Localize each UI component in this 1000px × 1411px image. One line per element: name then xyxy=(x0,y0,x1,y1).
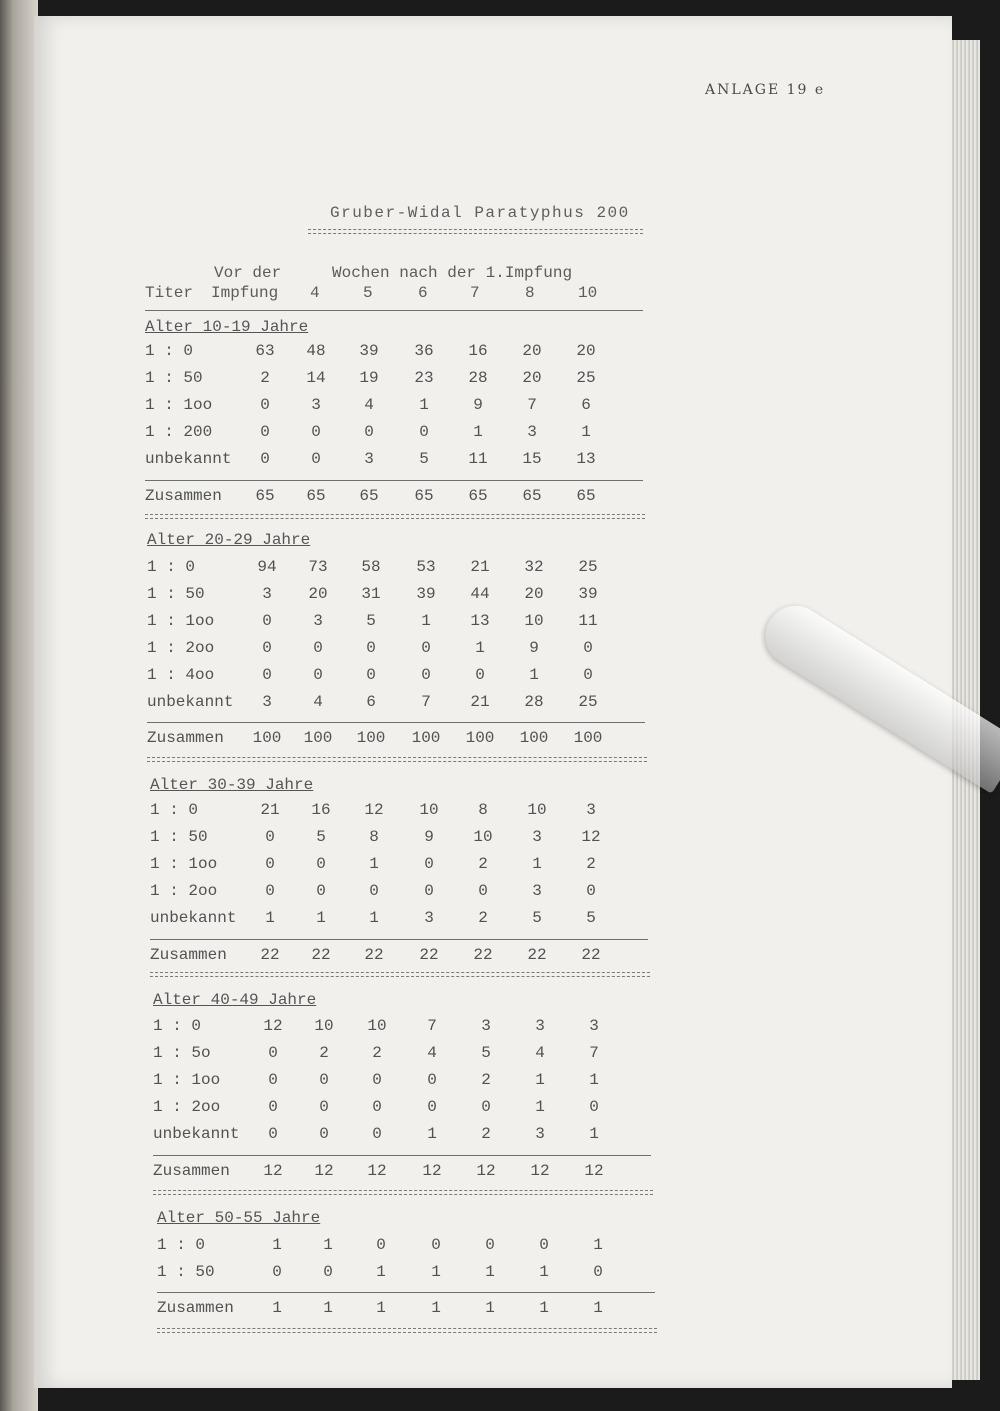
value-cell: 1 xyxy=(532,855,542,873)
value-cell: 0 xyxy=(311,423,321,441)
value-cell: 16 xyxy=(311,801,331,819)
section-title: Alter 10-19 Jahre xyxy=(145,318,309,336)
value-cell: 9 xyxy=(473,396,483,414)
value-cell: 0 xyxy=(372,1071,382,1089)
table-row xyxy=(0,396,1000,420)
value-cell: 0 xyxy=(583,666,593,684)
value-cell: 53 xyxy=(416,558,436,576)
value-cell: 0 xyxy=(268,1044,278,1062)
value-cell: 0 xyxy=(265,882,275,900)
value-cell: 0 xyxy=(369,882,379,900)
value-cell: 5 xyxy=(316,828,326,846)
section-title: Alter 30-39 Jahre xyxy=(150,776,314,794)
row-label: unbekannt xyxy=(145,450,232,468)
value-cell: 0 xyxy=(260,396,270,414)
value-cell: 94 xyxy=(257,558,277,576)
row-label: 1 : 0 xyxy=(153,1017,202,1035)
value-cell: 2 xyxy=(260,369,270,387)
value-cell: 20 xyxy=(522,342,542,360)
value-cell: 12 xyxy=(584,1162,604,1180)
value-cell: 2 xyxy=(586,855,596,873)
total-row xyxy=(0,946,1000,970)
value-cell: 3 xyxy=(586,801,596,819)
value-cell: 20 xyxy=(308,585,328,603)
table-row xyxy=(0,855,1000,879)
header-rule xyxy=(145,310,643,311)
value-cell: 8 xyxy=(369,828,379,846)
value-cell: 0 xyxy=(586,882,596,900)
value-cell: 10 xyxy=(419,801,439,819)
value-cell: 10 xyxy=(527,801,547,819)
value-cell: 8 xyxy=(478,801,488,819)
value-cell: 7 xyxy=(427,1017,437,1035)
value-cell: 22 xyxy=(473,946,493,964)
value-cell: 2 xyxy=(478,909,488,927)
row-label: 1 : 50 xyxy=(150,828,208,846)
header-week-7: 7 xyxy=(470,284,480,302)
value-cell: 15 xyxy=(522,450,542,468)
table-row xyxy=(0,1017,1000,1041)
value-cell: 13 xyxy=(470,612,490,630)
value-cell: 21 xyxy=(470,693,490,711)
value-cell: 100 xyxy=(356,729,386,747)
total-row xyxy=(0,1299,1000,1323)
value-cell: 2 xyxy=(478,855,488,873)
value-cell: 1 xyxy=(475,639,485,657)
value-cell: 0 xyxy=(319,1098,329,1116)
value-cell: 1 xyxy=(485,1263,495,1281)
value-cell: 1 xyxy=(431,1263,441,1281)
value-cell: 0 xyxy=(424,882,434,900)
section-title: Alter 40-49 Jahre xyxy=(153,991,317,1009)
row-label: unbekannt xyxy=(153,1125,240,1143)
value-cell: 25 xyxy=(576,369,596,387)
header-week-4: 4 xyxy=(310,284,320,302)
value-cell: 100 xyxy=(303,729,333,747)
row-label: 1 : 0 xyxy=(150,801,199,819)
value-cell: 12 xyxy=(530,1162,550,1180)
value-cell: 12 xyxy=(476,1162,496,1180)
value-cell: 5 xyxy=(366,612,376,630)
value-cell: 0 xyxy=(311,450,321,468)
value-cell: 58 xyxy=(361,558,381,576)
section-rule xyxy=(153,1155,651,1156)
value-cell: 1 xyxy=(316,909,326,927)
value-cell: 1 xyxy=(421,612,431,630)
table-row xyxy=(0,450,1000,474)
row-label: 1 : 1oo xyxy=(147,612,215,630)
value-cell: 1 xyxy=(376,1263,386,1281)
value-cell: 4 xyxy=(313,693,323,711)
value-cell: 0 xyxy=(260,423,270,441)
table-row xyxy=(0,828,1000,852)
row-label: 1 : 2oo xyxy=(147,639,215,657)
value-cell: 12 xyxy=(263,1162,283,1180)
value-cell: 12 xyxy=(364,801,384,819)
value-cell: 1 xyxy=(593,1236,603,1254)
value-cell: 1 xyxy=(376,1299,386,1317)
value-cell: 14 xyxy=(306,369,326,387)
row-label: 1 : 50 xyxy=(147,585,205,603)
value-cell: 0 xyxy=(262,666,272,684)
value-cell: 0 xyxy=(265,828,275,846)
value-cell: 1 xyxy=(427,1125,437,1143)
value-cell: 2 xyxy=(372,1044,382,1062)
header-titer: Titer xyxy=(145,284,194,302)
value-cell: 4 xyxy=(535,1044,545,1062)
value-cell: 0 xyxy=(421,639,431,657)
value-cell: 22 xyxy=(311,946,331,964)
value-cell: 0 xyxy=(593,1263,603,1281)
row-label: unbekannt xyxy=(150,909,237,927)
value-cell: 0 xyxy=(424,855,434,873)
table-title: Gruber-Widal Paratyphus 200 xyxy=(330,204,630,222)
value-cell: 12 xyxy=(314,1162,334,1180)
value-cell: 10 xyxy=(524,612,544,630)
table-row xyxy=(0,1098,1000,1122)
value-cell: 65 xyxy=(414,487,434,505)
section-rule xyxy=(157,1292,655,1293)
value-cell: 63 xyxy=(255,342,275,360)
value-cell: 3 xyxy=(535,1017,545,1035)
value-cell: 0 xyxy=(475,666,485,684)
table-row xyxy=(0,1263,1000,1287)
row-label: 1 : 4oo xyxy=(147,666,215,684)
header-wochen: Wochen nach der 1.Impfung xyxy=(332,264,573,282)
value-cell: 21 xyxy=(470,558,490,576)
row-label: 1 : 0 xyxy=(145,342,194,360)
value-cell: 1 xyxy=(265,909,275,927)
row-label: Zusammen xyxy=(150,946,227,964)
value-cell: 7 xyxy=(421,693,431,711)
section-title: Alter 20-29 Jahre xyxy=(147,531,311,549)
value-cell: 0 xyxy=(265,855,275,873)
value-cell: 0 xyxy=(319,1071,329,1089)
value-cell: 1 xyxy=(419,396,429,414)
value-cell: 3 xyxy=(424,909,434,927)
value-cell: 65 xyxy=(255,487,275,505)
value-cell: 19 xyxy=(359,369,379,387)
value-cell: 0 xyxy=(481,1098,491,1116)
section-rule xyxy=(145,480,643,481)
value-cell: 2 xyxy=(319,1044,329,1062)
table-row xyxy=(0,585,1000,609)
value-cell: 0 xyxy=(539,1236,549,1254)
value-cell: 1 xyxy=(589,1125,599,1143)
value-cell: 65 xyxy=(522,487,542,505)
header-impfung: Impfung xyxy=(211,284,279,302)
row-label: 1 : 5o xyxy=(153,1044,211,1062)
table-row xyxy=(0,1125,1000,1149)
value-cell: 1 xyxy=(323,1236,333,1254)
value-cell: 1 xyxy=(535,1071,545,1089)
value-cell: 0 xyxy=(260,450,270,468)
value-cell: 39 xyxy=(578,585,598,603)
value-cell: 7 xyxy=(589,1044,599,1062)
value-cell: 65 xyxy=(576,487,596,505)
value-cell: 1 xyxy=(539,1263,549,1281)
title-double-rule xyxy=(308,229,643,234)
value-cell: 1 xyxy=(593,1299,603,1317)
value-cell: 3 xyxy=(313,612,323,630)
value-cell: 0 xyxy=(268,1071,278,1089)
value-cell: 100 xyxy=(252,729,282,747)
value-cell: 0 xyxy=(478,882,488,900)
header-week-10: 10 xyxy=(578,284,598,302)
value-cell: 65 xyxy=(306,487,326,505)
value-cell: 1 xyxy=(272,1299,282,1317)
value-cell: 22 xyxy=(260,946,280,964)
value-cell: 0 xyxy=(372,1125,382,1143)
value-cell: 0 xyxy=(316,855,326,873)
value-cell: 3 xyxy=(589,1017,599,1035)
value-cell: 12 xyxy=(367,1162,387,1180)
section-double-rule xyxy=(145,514,645,519)
value-cell: 0 xyxy=(421,666,431,684)
value-cell: 3 xyxy=(311,396,321,414)
section-double-rule xyxy=(147,757,647,762)
header-vor-der: Vor der xyxy=(214,264,282,282)
value-cell: 3 xyxy=(262,693,272,711)
row-label: 1 : 0 xyxy=(157,1236,206,1254)
row-label: 1 : 50 xyxy=(145,369,203,387)
table-row xyxy=(0,1071,1000,1095)
value-cell: 0 xyxy=(419,423,429,441)
value-cell: 20 xyxy=(522,369,542,387)
value-cell: 12 xyxy=(263,1017,283,1035)
table-row xyxy=(0,369,1000,393)
value-cell: 20 xyxy=(576,342,596,360)
value-cell: 0 xyxy=(262,639,272,657)
header-week-6: 6 xyxy=(418,284,428,302)
table-row xyxy=(0,801,1000,825)
row-label: 1 : 1oo xyxy=(153,1071,221,1089)
section-rule xyxy=(150,939,648,940)
header-week-8: 8 xyxy=(525,284,535,302)
value-cell: 22 xyxy=(419,946,439,964)
value-cell: 5 xyxy=(586,909,596,927)
value-cell: 6 xyxy=(366,693,376,711)
row-label: Zusammen xyxy=(145,487,222,505)
table-row xyxy=(0,882,1000,906)
value-cell: 100 xyxy=(411,729,441,747)
value-cell: 0 xyxy=(323,1263,333,1281)
value-cell: 65 xyxy=(359,487,379,505)
value-cell: 3 xyxy=(262,585,272,603)
value-cell: 2 xyxy=(481,1125,491,1143)
value-cell: 23 xyxy=(414,369,434,387)
value-cell: 12 xyxy=(581,828,601,846)
value-cell: 28 xyxy=(524,693,544,711)
value-cell: 0 xyxy=(427,1098,437,1116)
row-label: 1 : 2oo xyxy=(150,882,218,900)
value-cell: 0 xyxy=(431,1236,441,1254)
value-cell: 3 xyxy=(532,882,542,900)
value-cell: 3 xyxy=(481,1017,491,1035)
value-cell: 20 xyxy=(524,585,544,603)
value-cell: 21 xyxy=(260,801,280,819)
total-row xyxy=(0,729,1000,753)
value-cell: 28 xyxy=(468,369,488,387)
value-cell: 65 xyxy=(468,487,488,505)
value-cell: 39 xyxy=(359,342,379,360)
value-cell: 3 xyxy=(364,450,374,468)
value-cell: 10 xyxy=(367,1017,387,1035)
value-cell: 0 xyxy=(319,1125,329,1143)
value-cell: 0 xyxy=(272,1263,282,1281)
row-label: Zusammen xyxy=(157,1299,234,1317)
value-cell: 3 xyxy=(532,828,542,846)
value-cell: 0 xyxy=(366,666,376,684)
table-row xyxy=(0,612,1000,636)
value-cell: 5 xyxy=(481,1044,491,1062)
value-cell: 73 xyxy=(308,558,328,576)
value-cell: 1 xyxy=(539,1299,549,1317)
value-cell: 0 xyxy=(313,639,323,657)
value-cell: 0 xyxy=(364,423,374,441)
value-cell: 0 xyxy=(589,1098,599,1116)
value-cell: 0 xyxy=(485,1236,495,1254)
value-cell: 0 xyxy=(372,1098,382,1116)
table-row xyxy=(0,1236,1000,1260)
total-row xyxy=(0,487,1000,511)
value-cell: 10 xyxy=(314,1017,334,1035)
total-row xyxy=(0,1162,1000,1186)
value-cell: 1 xyxy=(272,1236,282,1254)
value-cell: 22 xyxy=(527,946,547,964)
value-cell: 1 xyxy=(529,666,539,684)
row-label: Zusammen xyxy=(147,729,224,747)
value-cell: 11 xyxy=(468,450,488,468)
value-cell: 100 xyxy=(465,729,495,747)
value-cell: 25 xyxy=(578,693,598,711)
value-cell: 1 xyxy=(581,423,591,441)
table-row xyxy=(0,909,1000,933)
row-label: 1 : 1oo xyxy=(150,855,218,873)
table-row xyxy=(0,423,1000,447)
value-cell: 32 xyxy=(524,558,544,576)
anlage-label: ANLAGE 19 e xyxy=(705,82,826,98)
value-cell: 39 xyxy=(416,585,436,603)
value-cell: 100 xyxy=(573,729,603,747)
value-cell: 44 xyxy=(470,585,490,603)
value-cell: 31 xyxy=(361,585,381,603)
header-week-5: 5 xyxy=(363,284,373,302)
value-cell: 0 xyxy=(427,1071,437,1089)
section-title: Alter 50-55 Jahre xyxy=(157,1209,321,1227)
row-label: Zusammen xyxy=(153,1162,230,1180)
value-cell: 22 xyxy=(581,946,601,964)
row-label: 1 : 0 xyxy=(147,558,196,576)
value-cell: 48 xyxy=(306,342,326,360)
value-cell: 0 xyxy=(268,1098,278,1116)
value-cell: 22 xyxy=(364,946,384,964)
row-label: 1 : 2oo xyxy=(153,1098,221,1116)
value-cell: 6 xyxy=(581,396,591,414)
value-cell: 1 xyxy=(369,909,379,927)
value-cell: 1 xyxy=(535,1098,545,1116)
table-row xyxy=(0,342,1000,366)
value-cell: 0 xyxy=(376,1236,386,1254)
value-cell: 11 xyxy=(578,612,598,630)
value-cell: 3 xyxy=(535,1125,545,1143)
value-cell: 9 xyxy=(424,828,434,846)
row-label: 1 : 200 xyxy=(145,423,213,441)
value-cell: 25 xyxy=(578,558,598,576)
value-cell: 5 xyxy=(532,909,542,927)
section-rule xyxy=(147,722,645,723)
value-cell: 10 xyxy=(473,828,493,846)
value-cell: 0 xyxy=(583,639,593,657)
table-row xyxy=(0,558,1000,582)
value-cell: 1 xyxy=(589,1071,599,1089)
value-cell: 0 xyxy=(366,639,376,657)
row-label: 1 : 1oo xyxy=(145,396,213,414)
value-cell: 1 xyxy=(473,423,483,441)
value-cell: 0 xyxy=(316,882,326,900)
value-cell: 4 xyxy=(427,1044,437,1062)
value-cell: 5 xyxy=(419,450,429,468)
value-cell: 3 xyxy=(527,423,537,441)
value-cell: 7 xyxy=(527,396,537,414)
value-cell: 12 xyxy=(422,1162,442,1180)
value-cell: 36 xyxy=(414,342,434,360)
row-label: unbekannt xyxy=(147,693,234,711)
value-cell: 9 xyxy=(529,639,539,657)
value-cell: 0 xyxy=(268,1125,278,1143)
value-cell: 0 xyxy=(262,612,272,630)
value-cell: 1 xyxy=(369,855,379,873)
value-cell: 1 xyxy=(485,1299,495,1317)
value-cell: 16 xyxy=(468,342,488,360)
value-cell: 2 xyxy=(481,1071,491,1089)
value-cell: 100 xyxy=(519,729,549,747)
section-double-rule xyxy=(153,1190,653,1195)
value-cell: 4 xyxy=(364,396,374,414)
value-cell: 0 xyxy=(313,666,323,684)
value-cell: 1 xyxy=(431,1299,441,1317)
value-cell: 13 xyxy=(576,450,596,468)
table-row xyxy=(0,1044,1000,1068)
value-cell: 1 xyxy=(323,1299,333,1317)
row-label: 1 : 50 xyxy=(157,1263,215,1281)
section-double-rule xyxy=(150,972,650,977)
section-double-rule xyxy=(157,1328,657,1333)
